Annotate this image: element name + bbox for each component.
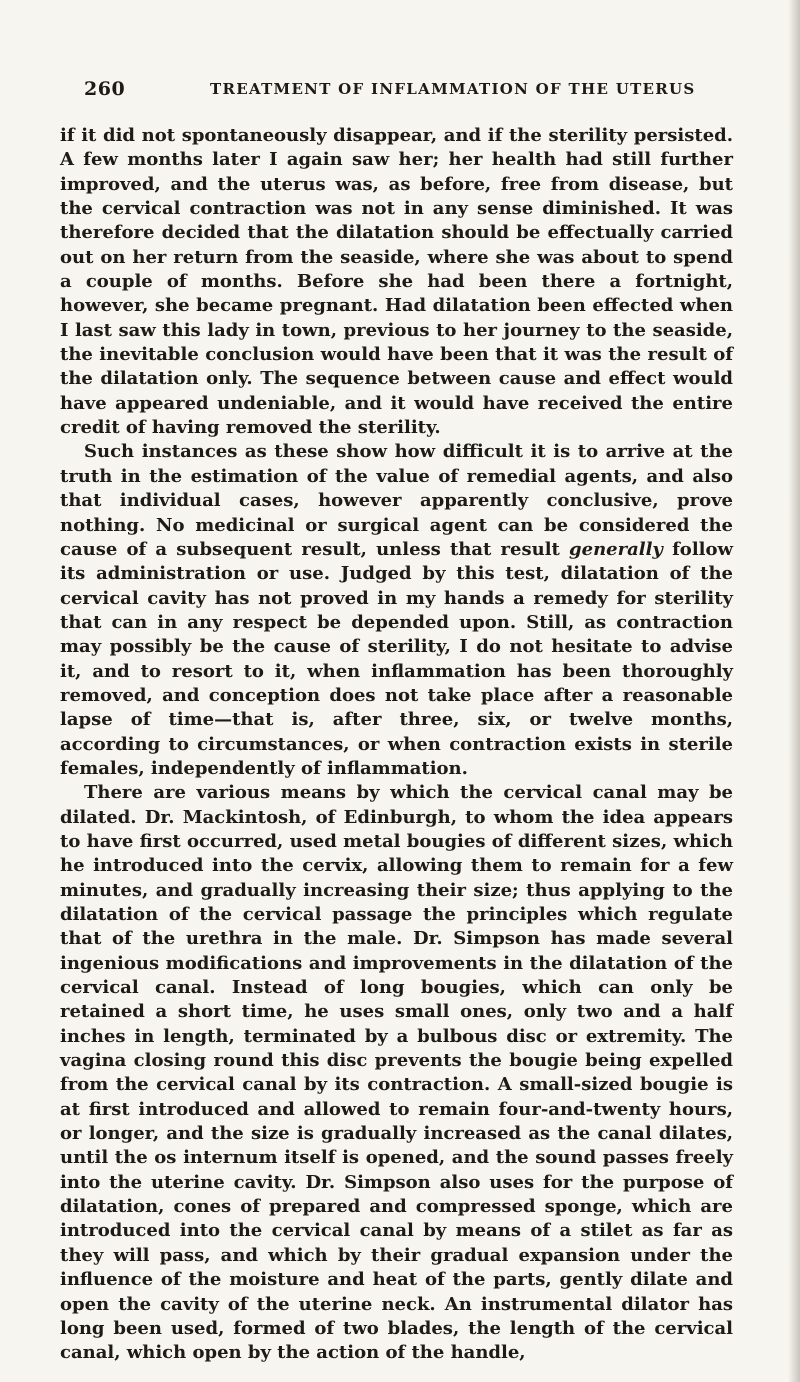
page-edge-shadow	[788, 0, 800, 1382]
running-head: TREATMENT OF INFLAMMATION OF THE UTERUS	[210, 80, 696, 98]
paragraph-2-part-1: Such instances as these show how difficult it is to arrive at the truth in the estimation of the value of remedial agents, and also that individual cases, however apparently conclusive, prove nothing. No medicinal or surgical agent can be considered the cause of a subsequent result, unless that result	[60, 441, 733, 560]
page-number: 260	[84, 78, 126, 100]
body-text	[60, 124, 733, 1366]
paragraph-2-part-2: follow its administration or use. Judged by this test, dilatation of the cervical cavity has not proved in my hands a remedy for sterility that can in any respect be depended upon. Still, as contraction may possibly be the cause of sterility, I do not hesitate to advise it, and to resort to it, when inflammation has been thoroughly removed, and conception does not take place after a reasonable lapse of time—that is, after three, six, or twelve months, according to circumstances, or when contraction exists in sterile females, independently of inflammation.	[60, 538, 733, 779]
paragraph-2-emphasis: generally	[569, 538, 663, 560]
paragraph-3: There are various means by which the cervical canal may be dilated. Dr. Mackintosh, of Edinburgh, to whom the idea appears to have first occurred, used metal bougies of different sizes, which he introduced into the cervix, allowing them to remain for a few minutes, and gradually increasing their size; thus applying to the dilatation of the cervical passage the principles which regulate that of the urethra in the male. Dr. Simpson has made several ingenious modifications and improvements in the dilatation of the cervical canal. Instead of long bougies, which can only be retained a short time, he uses small ones, only two and a half inches in length, terminated by a bulbous disc or extremity. The vagina closing round this disc prevents the bougie being expelled from the cervical canal by its contraction. A small-sized bougie is at first introduced and allowed to remain four-and-twenty hours, or longer, and the size is gradually increased as the canal dilates, until the os internum itself is opened, and the sound passes freely into the uterine cavity. Dr. Simpson also uses for the purpose of dilatation, cones of prepared and compressed sponge, which are introduced into the cervical canal by means of a stilet as far as they will pass, and which by their gradual expansion under the influence of the moisture and heat of the parts, gently dilate and open the cavity of the uterine neck. An instrumental dilator has long been used, formed of two blades, the length of the cervical canal, which open by the action of the handle,	[60, 782, 733, 1364]
paragraph-1: if it did not spontaneously disappear, and if the sterility persisted. A few months later I again saw her; her health had still further improved, and the uterus was, as before, free from disease, but the cervical contraction was not in any sense diminished. It was therefore decided that the dilatation should be effectually carried out on her return from the seaside, where she was about to spend a couple of months. Before she had been there a fortnight, however, she became pregnant. Had dilatation been effected when I last saw this lady in town, previous to her journey to the seaside, the inevitable conclusion would have been that it was the result of the dilatation only. The sequence between cause and effect would have appeared undeniable, and it would have received the entire credit of having removed the sterility.	[60, 125, 733, 439]
paragraph-2	[60, 440, 733, 781]
page-header	[84, 78, 724, 108]
